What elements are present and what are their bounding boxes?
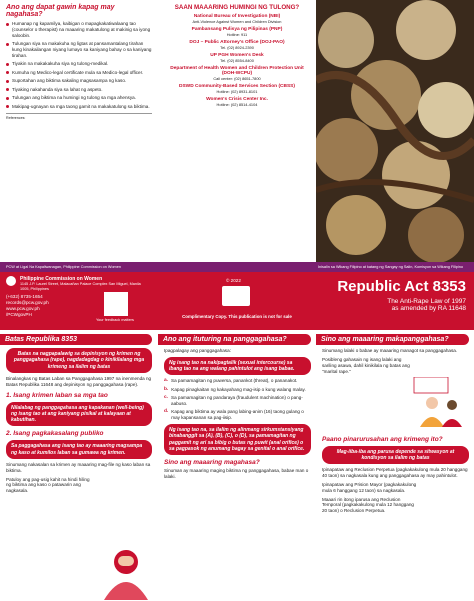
agency-name: Pambansang Pulisya ng Pilipinas (PNP)	[191, 27, 283, 32]
col3-body2: Posibleng gahasain ng isang lalaki ang sariling asawa, dahil kinikilala ng batas ang "marital rape."	[322, 356, 410, 374]
col1-sub2: 2. Isang pagkakasalang publiko	[6, 430, 104, 438]
bullet-item	[6, 61, 152, 67]
pcw-logo-icon	[6, 276, 16, 286]
translation-bar	[0, 262, 474, 272]
agency-info: Hotline: (02) 8931-8101	[216, 89, 258, 94]
bullet-dot-icon	[6, 23, 9, 26]
org-phone[interactable]: (+632) 8735-1654	[6, 294, 43, 299]
col1-intro: Binalangkas ng Batas Laban sa Panggagahasa 1997 na inenmenda ng Batas Republika 11648 ang depinisyon ng panggagahasa (rape).	[6, 375, 152, 387]
agency-item	[164, 53, 310, 63]
complimentary-note: Complimentary Copy. This publication is not for sale	[182, 314, 292, 319]
item-key: a.	[164, 378, 169, 384]
agency-item	[164, 27, 310, 37]
copyright-footer	[158, 272, 316, 330]
col1-body: Sinumang nakasalan sa krimen ay maaaring mag-file ng kaso laban sa biktima.	[6, 461, 151, 473]
agency-name: Women's Crisis Center Inc.	[206, 97, 268, 102]
column-batas	[0, 334, 158, 601]
bullet-item	[6, 78, 152, 84]
agency-name: DSWD Community-Based Services Section (CBSS)	[179, 84, 295, 89]
col2-sub: Sino ang maaaring magahasa?	[164, 459, 260, 467]
bullet-item	[6, 87, 152, 93]
col3-sub: Paano pinarurusahan ang krimeng ito?	[322, 435, 443, 443]
agency-info: Tel. (02) 8554-8400	[220, 58, 254, 63]
col1-body2: Patuloy ang pag-usig kahit na hindi hiling ng biktima ang kaso o patawarin ang nagkasala.	[6, 476, 90, 494]
qr-code-icon[interactable]	[104, 292, 128, 316]
org-social[interactable]: /PCWgovPH	[6, 312, 32, 317]
woman-illustration-icon	[96, 544, 156, 600]
bullet-dot-icon	[6, 80, 9, 83]
agency-info: Call center: (02) 8651-7800	[213, 76, 261, 81]
bullet-item	[6, 70, 152, 76]
panel-where-help	[158, 0, 316, 262]
item-key: b.	[164, 386, 169, 392]
agency-name: DOJ – Public Attorney's Office (DOJ-PAO)	[189, 40, 285, 45]
contact-footer	[0, 272, 158, 330]
item-text: Kapag ang biktima ay wala pang labing-anim (16) taong gulang o may kapansanan sa pag-iisip.	[171, 409, 304, 421]
item-key: d.	[164, 409, 169, 415]
bar-left-text: PCW at Ligal Na Kapaliwanagan, Philippine Commission on Women	[6, 264, 121, 269]
bullet-dot-icon	[6, 63, 9, 66]
col2-box1: Ng isang tao na nakipagtalik (sexual intercourse) sa ibang tao na ang walang pahintulot ang isang babae.	[164, 357, 311, 376]
org-web[interactable]: www.pcw.gov.ph	[6, 306, 40, 311]
col3-body5: Maaari rin itong iparusa ang Reclusion Temporal (pagkakakulong mula 12 hanggang 20 taon) o Reclusion Perpetua.	[322, 496, 414, 514]
bullet-text: Suportahan ang biktima sakaling magsasampa ng kaso.	[12, 78, 127, 84]
painting-image	[316, 0, 474, 262]
item-text: Sa pamamagitan ng pandaraya (fraudulent machination) o pang-aabuso.	[171, 395, 303, 406]
bullet-text: Tulungan ang biktima na humingi ng tulong sa mga ahensya.	[12, 95, 136, 101]
feedback-label: Your feedback matters	[96, 318, 134, 322]
cover-title: Republic Act 8353	[337, 278, 466, 295]
col1-sub1: 1. Isang krimen laban sa mga tao	[6, 391, 108, 399]
agency-info: Tel. (02) 8924-2390	[220, 45, 254, 50]
bullet-item	[6, 41, 152, 59]
agency-info: Hotline: 911	[226, 32, 248, 37]
column-ituturing	[158, 334, 316, 601]
bullet-text: Tiyaking nakahanda siya sa lahat ng aspeto.	[12, 86, 103, 92]
col1-box2: Sa paggagahasa ang isang tao ay maaaring magsampa ng kaso at kumilos laban sa gumawa ng krimen.	[6, 440, 152, 459]
org-address: 1145 J.P. Laurel Street, Malacañan Palace Complex San Miguel, Manila 1005, Philippines	[20, 282, 141, 291]
panel2-heading: SAAN MAAARING HUMINGI NG TULONG?	[174, 4, 300, 11]
agency-name: UP PGH Women's Desk	[210, 53, 264, 58]
bullet-item	[6, 104, 152, 110]
agency-item	[164, 84, 310, 94]
bullet-dot-icon	[6, 88, 9, 91]
bar-right-text: Inisalin sa Wikang Filipino at katang ng Sangay ng Salin, Komisyon sa Wikang Filipino	[318, 264, 463, 269]
bullet-dot-icon	[6, 97, 9, 100]
list-item	[164, 378, 311, 384]
item-key: c.	[164, 395, 169, 401]
agency-item	[164, 40, 310, 50]
col3-body3: Ipinapataw ang Reclusion Perpetua (pagkakakulong mula 20 hanggang 40 taon) sa nagkasala kung ang panggagahasa ay may pahintulot.	[322, 467, 468, 478]
agency-info: Hotline: (02) 8514-4104	[216, 102, 258, 107]
bullet-text: Humanap ng kapamilya, kaibigan o mapagkakatiwalaang tao (counselor o therapist) na maaaring makatulong at makinig sa iyong saloobin.	[12, 21, 151, 38]
bullet-dot-icon	[6, 43, 9, 46]
col1-heading: Batas Republika 8353	[0, 334, 152, 345]
agency-item	[164, 97, 310, 107]
agency-info: Anti-Violence Against Women and Children Division	[192, 19, 282, 24]
col1-box1: Nilalabag ng panggagahasa ang kapakanan (well-being) ng isang tao at ang kaniyang pisikal at kalayaan at kabutihan.	[6, 402, 152, 427]
pcw-seal-icon	[222, 286, 250, 306]
col3-pill: Mag-iiba-iba ang parusa depende sa sitwasyon at kondisyon sa ilalim ng batas	[322, 446, 469, 465]
bullet-dot-icon	[6, 105, 9, 108]
agency-name: Department of Health Women and Children Protection Unit (DOH-WCPU)	[170, 66, 304, 76]
bullet-item	[6, 95, 152, 101]
col3-heading: Sino ang maaaring makapanggahasa?	[316, 334, 469, 345]
bullet-dot-icon	[6, 71, 9, 74]
bullet-text: Tulungan siya na makakuha ng ligtas at pansamantalang tirahan kung kinakailangan niyang lumayo sa kaniyang bahay o sa kaniyang tirahan.	[12, 41, 152, 58]
list-item	[164, 387, 311, 393]
bullet-text: Tiyakin na makakakuha siya ng tulong-medikal.	[12, 61, 109, 67]
col2-intro: Ipagpalagay ang panggagahasa:	[164, 348, 231, 353]
copyright-year: © 2022	[226, 278, 241, 283]
col3-body4: Ipinapataw ang Prision Mayor (pagkakakulong mula 6 hanggang 12 taon) sa nagkasala.	[322, 481, 417, 493]
col2-heading: Ano ang ituturing na panggagahasa?	[158, 334, 311, 345]
cover-artwork	[316, 0, 474, 262]
panel-what-to-do	[0, 0, 158, 262]
agency-item	[164, 14, 310, 24]
cover-sub1: The Anti-Rape Law of 1997	[387, 298, 466, 305]
list-item	[164, 395, 311, 407]
col2-body: Sinuman ay maaaring maging biktima ng panggagahasa, babae man o lalaki.	[164, 468, 309, 479]
references	[6, 113, 152, 121]
column-sino	[316, 334, 474, 601]
bullet-text: Kumuha ng Medico-legal certificate mula sa Medico-legal officer.	[12, 69, 144, 75]
org-name: Philippine Commission on Women	[20, 276, 103, 282]
bullet-item	[6, 21, 152, 39]
bullet-text: Makipag-ugnayan sa mga taong gamit na makakatulong sa biktima.	[12, 103, 150, 109]
references-label: References:	[6, 115, 26, 120]
panel1-heading: Ano ang dapat gawin kapag may nagahasa?	[6, 4, 115, 18]
bullet-list	[6, 21, 152, 110]
protest-illustration-icon	[322, 377, 470, 427]
agency-name: National Bureau of Investigation (NBI)	[193, 14, 281, 19]
agency-list	[164, 14, 310, 107]
col1-pill: Batas na nagpapalawig sa depinisyon ng krimen ng panggagahasa (rape), nagdadagdag o kinikilalang mga krimeng sa ilalim ng batas	[6, 348, 152, 373]
col2-box2: Ng isang tao na, sa ilalim ng alinmang sirkumstansiyang binabanggit sa (A), (B), (C), o (D), sa pamamagitan ng paggamit ng ari sa bibig o butas ng puwit (anal orifice) o sa pagpasok ng anumang bagay sa genital o anal orifice.	[164, 424, 311, 455]
cover-title-block	[316, 272, 474, 330]
item-text: Sa pamamagitan ng puwersa, panankot (threat), o pananakot.	[171, 378, 298, 384]
cover-sub2: as amended by RA 11648	[391, 305, 466, 312]
list-item	[164, 409, 311, 421]
col3-body1: Sinumang lalaki o babae ay maaaring managot sa panggagahasa.	[322, 348, 458, 353]
item-text: Kapag pinagkaitan ng kakayahang mag-isip o kung walang malay.	[171, 386, 306, 392]
agency-item	[164, 66, 310, 81]
org-email[interactable]: records@pcw.gov.ph	[6, 300, 49, 305]
col2-item-list	[164, 378, 311, 421]
